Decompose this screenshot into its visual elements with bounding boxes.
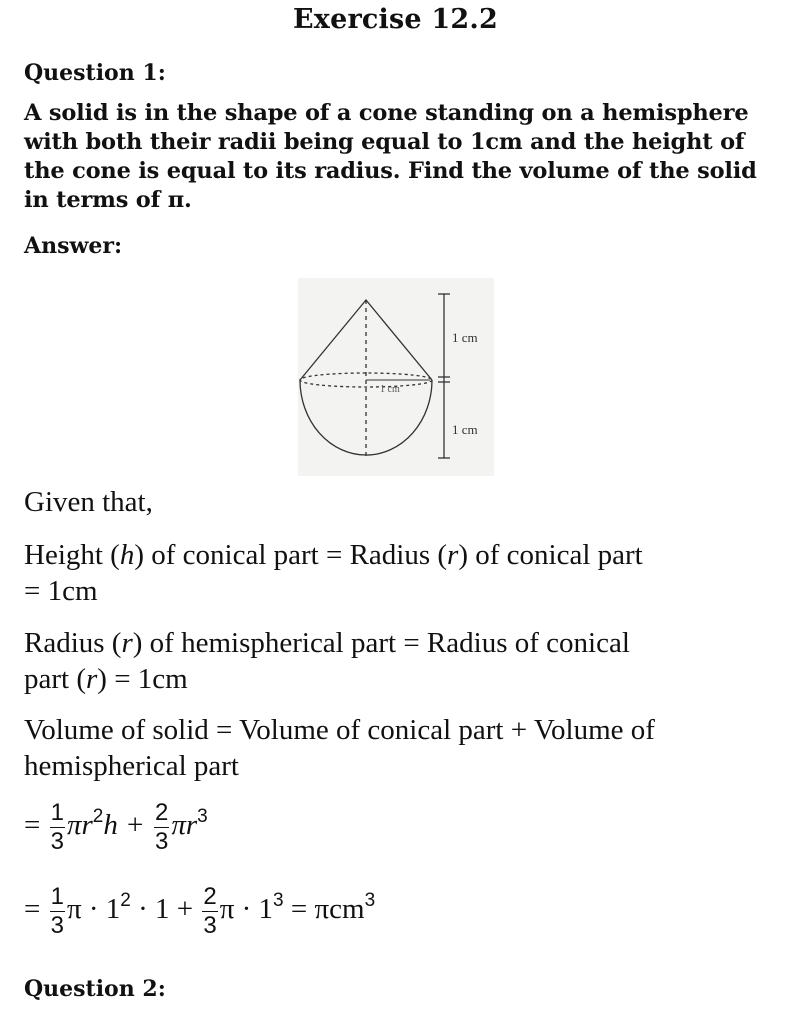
fraction-one-third-2: $\frac{1}{3}$: [50, 883, 64, 939]
cone-hemisphere-figure: [298, 278, 494, 476]
solution-line-2: Radius (r) of hemispherical part = Radius of conical part (r) = 1cm: [24, 627, 630, 695]
cone-height-label: 1 cm: [452, 330, 478, 345]
equation-2: = $\frac{1}{3}$ $\pi \cdot 1^2 \cdot 1$ + $\frac{2}{3}$ $\pi \cdot 1^3 = \pi cm^3$: [24, 883, 376, 939]
solution-line-3: Volume of solid = Volume of conical part + Volume of hemispherical part: [24, 714, 655, 782]
solution-line-1: Height (h) of conical part = Radius (r) of conical part = 1cm: [24, 539, 643, 607]
question-1-label: Question 1:: [24, 60, 166, 86]
answer-label: Answer:: [24, 233, 123, 259]
question-2-label: Question 2:: [24, 976, 166, 1002]
given-text: Given that,: [24, 486, 153, 518]
solid-diagram: [298, 278, 494, 476]
fraction-one-third: $\frac{1}{3}$: [50, 799, 64, 855]
question-1-text: A solid is in the shape of a cone standing on a hemisphere with both their radii being equal to 1cm and the height of the cone is equal to its radius. Find the volume of the solid in terms of π.: [24, 100, 757, 213]
hemisphere-height-label: 1 cm: [452, 422, 478, 437]
exercise-title: Exercise 12.2: [293, 4, 498, 35]
radius-label: 1 cm: [380, 384, 400, 395]
fraction-two-thirds: $\frac{2}{3}$: [154, 799, 169, 855]
fraction-two-thirds-2: $\frac{2}{3}$: [203, 883, 217, 939]
equation-1: = $\frac{1}{3}$ $\pi r^2h$ + $\frac{2}{3}$ $\pi r^3$: [24, 799, 208, 855]
